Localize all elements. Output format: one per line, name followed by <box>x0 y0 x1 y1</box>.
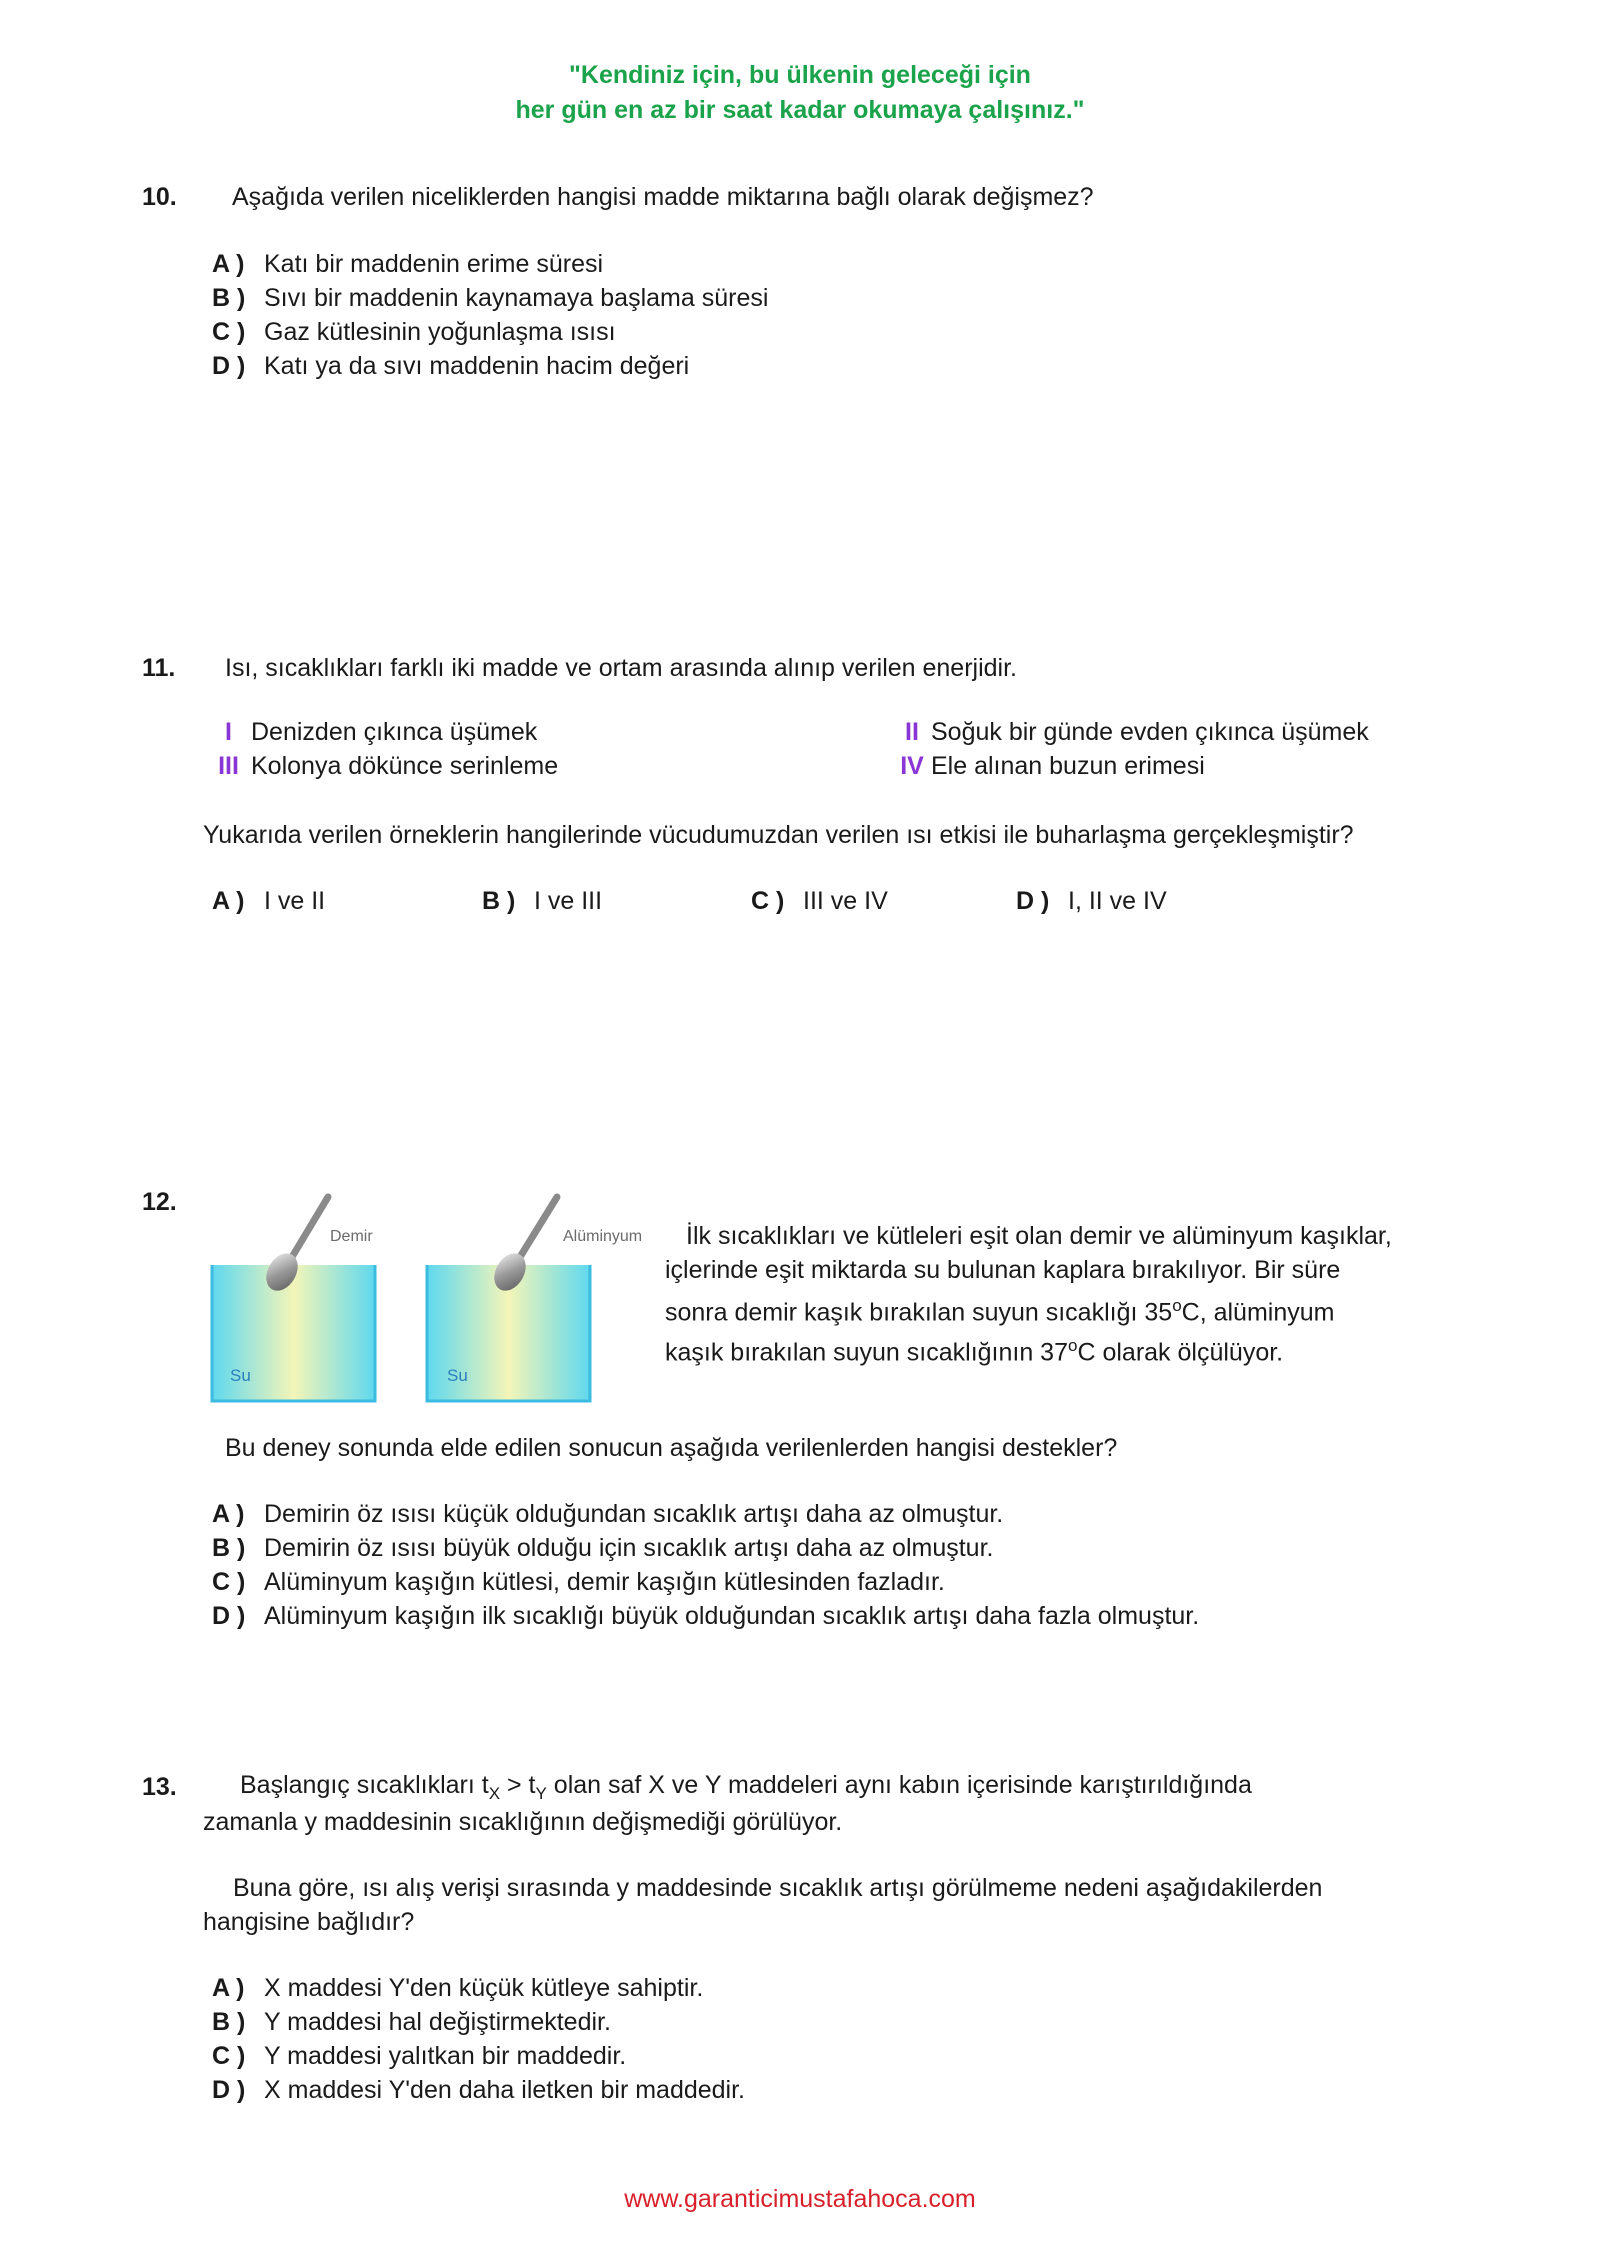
passage-text: sonra demir kaşık bırakılan suyun sıcaklığı 35 <box>665 1298 1173 1327</box>
subscript-y: Y <box>535 1784 547 1803</box>
passage-line-1: İlk sıcaklıkları ve kütleleri eşit olan demir ve alüminyum kaşıklar, <box>686 1222 1392 1250</box>
option-text: I, II ve IV <box>1068 887 1167 915</box>
question-text: Aşağıda verilen niceliklerden hangisi madde miktarına bağlı olarak değişmez? <box>232 183 1094 211</box>
statement-text: Soğuk bir günde evden çıkınca üşümek <box>931 718 1369 746</box>
iron-beaker <box>212 1197 375 1401</box>
roman-numeral: II <box>905 718 919 746</box>
option-text: Sıvı bir maddenin kaynamaya başlama süresi <box>264 284 769 312</box>
option-text: I ve II <box>264 887 326 915</box>
option-c[interactable] <box>212 2039 745 2073</box>
question-prompt-line-1: Buna göre, ısı alış verişi sırasında y maddesinde sıcaklık artışı görülmeme nedeni aşağıdakilerden <box>233 1874 1323 1902</box>
passage-line-4 <box>665 1329 1283 1369</box>
statement-text: Kolonya dökünce serinleme <box>251 752 559 780</box>
question-text: olan saf X ve Y maddeleri aynı kabın içerisinde karıştırıldığında <box>546 1771 1252 1799</box>
motto-line-1: "Kendiniz için, bu ülkenin geleceği için <box>569 61 1031 89</box>
option-letter: D ) <box>212 352 246 380</box>
subscript-x: X <box>488 1784 501 1803</box>
option-text: Alüminyum kaşığın ilk sıcaklığı büyük olduğundan sıcaklık artışı daha fazla olmuştur. <box>264 1602 1200 1630</box>
question-text: Başlangıç sıcaklıkları t <box>240 1771 489 1799</box>
option-letter: D ) <box>212 1602 246 1630</box>
option-text: Katı ya da sıvı maddenin hacim değeri <box>264 352 690 380</box>
water-label: Su <box>447 1366 468 1385</box>
option-text: I ve III <box>534 887 603 915</box>
option-letter: A ) <box>212 1500 245 1528</box>
statement-i <box>206 715 537 749</box>
option-letter: C ) <box>751 887 785 915</box>
question-prompt: Bu deney sonunda elde edilen sonucun aşağıda verilenlerden hangisi destekler? <box>225 1434 1118 1462</box>
option-text: X maddesi Y'den küçük kütleye sahiptir. <box>264 1974 704 2002</box>
option-a[interactable] <box>212 884 325 918</box>
question-number: 11. <box>142 654 176 682</box>
option-d[interactable] <box>212 1599 1199 1633</box>
question-number: 12. <box>142 1188 177 1216</box>
passage-text: C olarak ölçülüyor. <box>1077 1338 1284 1367</box>
question-prompt: Yukarıda verilen örneklerin hangilerinde vücudumuzdan verilen ısı etkisi ile buharlaşma gerçekleşmiştir? <box>203 821 1354 849</box>
passage-text: kaşık bırakılan suyun sıcaklığının 37 <box>665 1338 1068 1367</box>
option-d[interactable] <box>212 2073 745 2107</box>
aluminium-beaker <box>427 1197 642 1401</box>
passage-line-2: içlerinde eşit miktarda su bulunan kaplara bırakılıyor. Bir süre <box>665 1256 1341 1284</box>
option-letter: B ) <box>212 2008 246 2036</box>
option-letter: C ) <box>212 2042 246 2070</box>
option-b[interactable] <box>212 2005 745 2039</box>
iron-label: Demir <box>330 1228 373 1245</box>
option-b[interactable] <box>482 884 602 918</box>
question-text: > t <box>500 1771 536 1799</box>
footer-link[interactable]: www.garanticimustafahoca.com <box>624 2185 976 2213</box>
option-text: Alüminyum kaşığın kütlesi, demir kaşığın kütlesinden fazladır. <box>264 1568 945 1596</box>
option-text: Demirin öz ısısı küçük olduğundan sıcaklık artışı daha az olmuştur. <box>264 1500 1004 1528</box>
option-letter: A ) <box>212 250 245 278</box>
question-number: 10. <box>142 183 177 211</box>
option-letter: C ) <box>212 318 246 346</box>
aluminium-label: Alüminyum <box>563 1228 643 1245</box>
options-list <box>212 1497 1199 1633</box>
option-a[interactable] <box>212 1971 745 2005</box>
option-letter: A ) <box>212 1974 245 2002</box>
option-letter: B ) <box>212 284 246 312</box>
options-list <box>212 247 768 383</box>
statement-text: Denizden çıkınca üşümek <box>251 718 538 746</box>
passage-text: C, alüminyum <box>1181 1298 1335 1327</box>
option-letter: C ) <box>212 1568 246 1596</box>
option-letter: A ) <box>212 887 245 915</box>
roman-numeral: IV <box>900 752 924 780</box>
statement-text: Ele alınan buzun erimesi <box>931 752 1205 780</box>
option-b[interactable] <box>212 1531 1199 1565</box>
option-b[interactable] <box>212 281 768 315</box>
option-d[interactable] <box>1016 884 1167 918</box>
question-text: Isı, sıcaklıkları farklı iki madde ve ortam arasında alınıp verilen enerjidir. <box>225 654 1017 682</box>
question-text-line-2: zamanla y maddesinin sıcaklığının değişmediği görülüyor. <box>203 1808 843 1836</box>
motto-line-2: her gün en az bir saat kadar okumaya çalışınız." <box>515 96 1085 124</box>
option-text: Katı bir maddenin erime süresi <box>264 250 604 278</box>
option-text: Y maddesi yalıtkan bir maddedir. <box>264 2042 627 2070</box>
option-text: Gaz kütlesinin yoğunlaşma ısısı <box>264 318 616 346</box>
options-list <box>212 1971 745 2107</box>
question-prompt-line-2: hangisine bağlıdır? <box>203 1908 415 1936</box>
option-letter: D ) <box>212 2076 246 2104</box>
option-letter: D ) <box>1016 887 1050 915</box>
degree-symbol: o <box>1068 1336 1078 1355</box>
option-text: Y maddesi hal değiştirmektedir. <box>264 2008 611 2036</box>
beakers-figure <box>200 1185 660 1405</box>
roman-numeral: III <box>218 752 239 780</box>
question-number: 13. <box>142 1773 177 1801</box>
statement-iv <box>893 749 1205 783</box>
option-text: X maddesi Y'den daha iletken bir maddedir. <box>264 2076 746 2104</box>
option-letter: B ) <box>212 1534 246 1562</box>
option-letter: B ) <box>482 887 516 915</box>
degree-symbol: o <box>1172 1296 1182 1315</box>
option-text: III ve IV <box>803 887 888 915</box>
passage-line-3 <box>665 1289 1334 1329</box>
statement-ii <box>893 715 1369 749</box>
option-text: Demirin öz ısısı büyük olduğu için sıcaklık artışı daha az olmuştur. <box>264 1534 994 1562</box>
option-a[interactable] <box>212 247 768 281</box>
option-c[interactable] <box>212 315 768 349</box>
statement-iii <box>206 749 558 783</box>
option-a[interactable] <box>212 1497 1199 1531</box>
roman-numeral: I <box>225 718 232 746</box>
water-label: Su <box>230 1366 251 1385</box>
option-c[interactable] <box>212 1565 1199 1599</box>
option-c[interactable] <box>751 884 888 918</box>
option-d[interactable] <box>212 349 768 383</box>
